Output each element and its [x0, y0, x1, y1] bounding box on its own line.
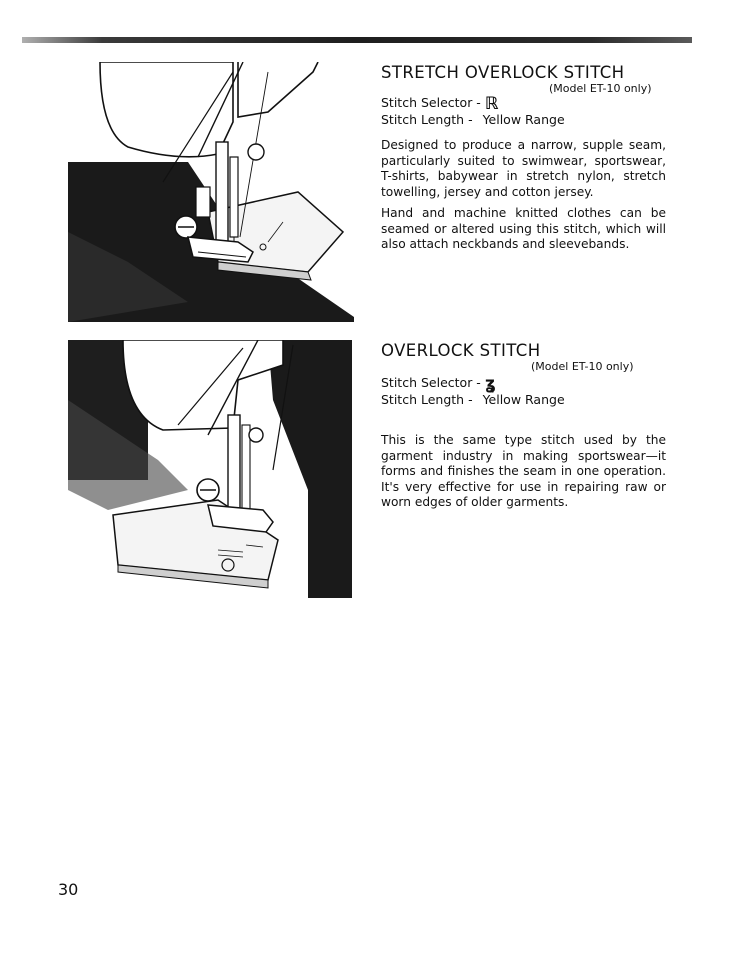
stretch-overlock-stitch-icon: ℝ: [484, 94, 499, 114]
section-title: OVERLOCK STITCH: [381, 341, 541, 360]
stretch-overlock-illustration: [68, 62, 354, 322]
stitch-selector-label: Stitch Selector -: [381, 375, 481, 390]
overlock-stitch-icon: ʓ: [484, 374, 496, 394]
stitch-selector-label: Stitch Selector -: [381, 95, 481, 110]
model-note: (Model ET-10 only): [531, 360, 634, 373]
section-title: STRETCH OVERLOCK STITCH: [381, 63, 625, 82]
stitch-length-row: [381, 111, 565, 128]
section-paragraph: This is the same type stitch used by the garment industry in making sportswear—it forms and finishes the seam in one operation. It's very effective for use in repairing raw or worn edges of older garments.: [381, 433, 666, 509]
stitch-length-row: [381, 391, 565, 408]
model-note: (Model ET-10 only): [549, 82, 652, 95]
page-number: 30: [58, 880, 79, 899]
top-rule: [22, 37, 692, 43]
stretch-overlock-section: [381, 63, 671, 251]
section-paragraph: Hand and machine knitted clothes can be seamed or altered using this stitch, which will also attach neckbands and sleevebands.: [381, 206, 666, 251]
stitch-length-label: Stitch Length -: [381, 112, 473, 127]
overlock-illustration: [68, 340, 352, 598]
stitch-length-value: Yellow Range: [482, 392, 565, 407]
overlock-section: [381, 341, 671, 509]
section-paragraph: Designed to produce a narrow, supple seam, particularly suited to swimwear, sportswear, T-shirts, babywear in stretch nylon, stretch towelling, jersey and cotton jersey.: [381, 138, 666, 199]
stitch-length-value: Yellow Range: [482, 112, 565, 127]
stitch-length-label: Stitch Length -: [381, 392, 473, 407]
